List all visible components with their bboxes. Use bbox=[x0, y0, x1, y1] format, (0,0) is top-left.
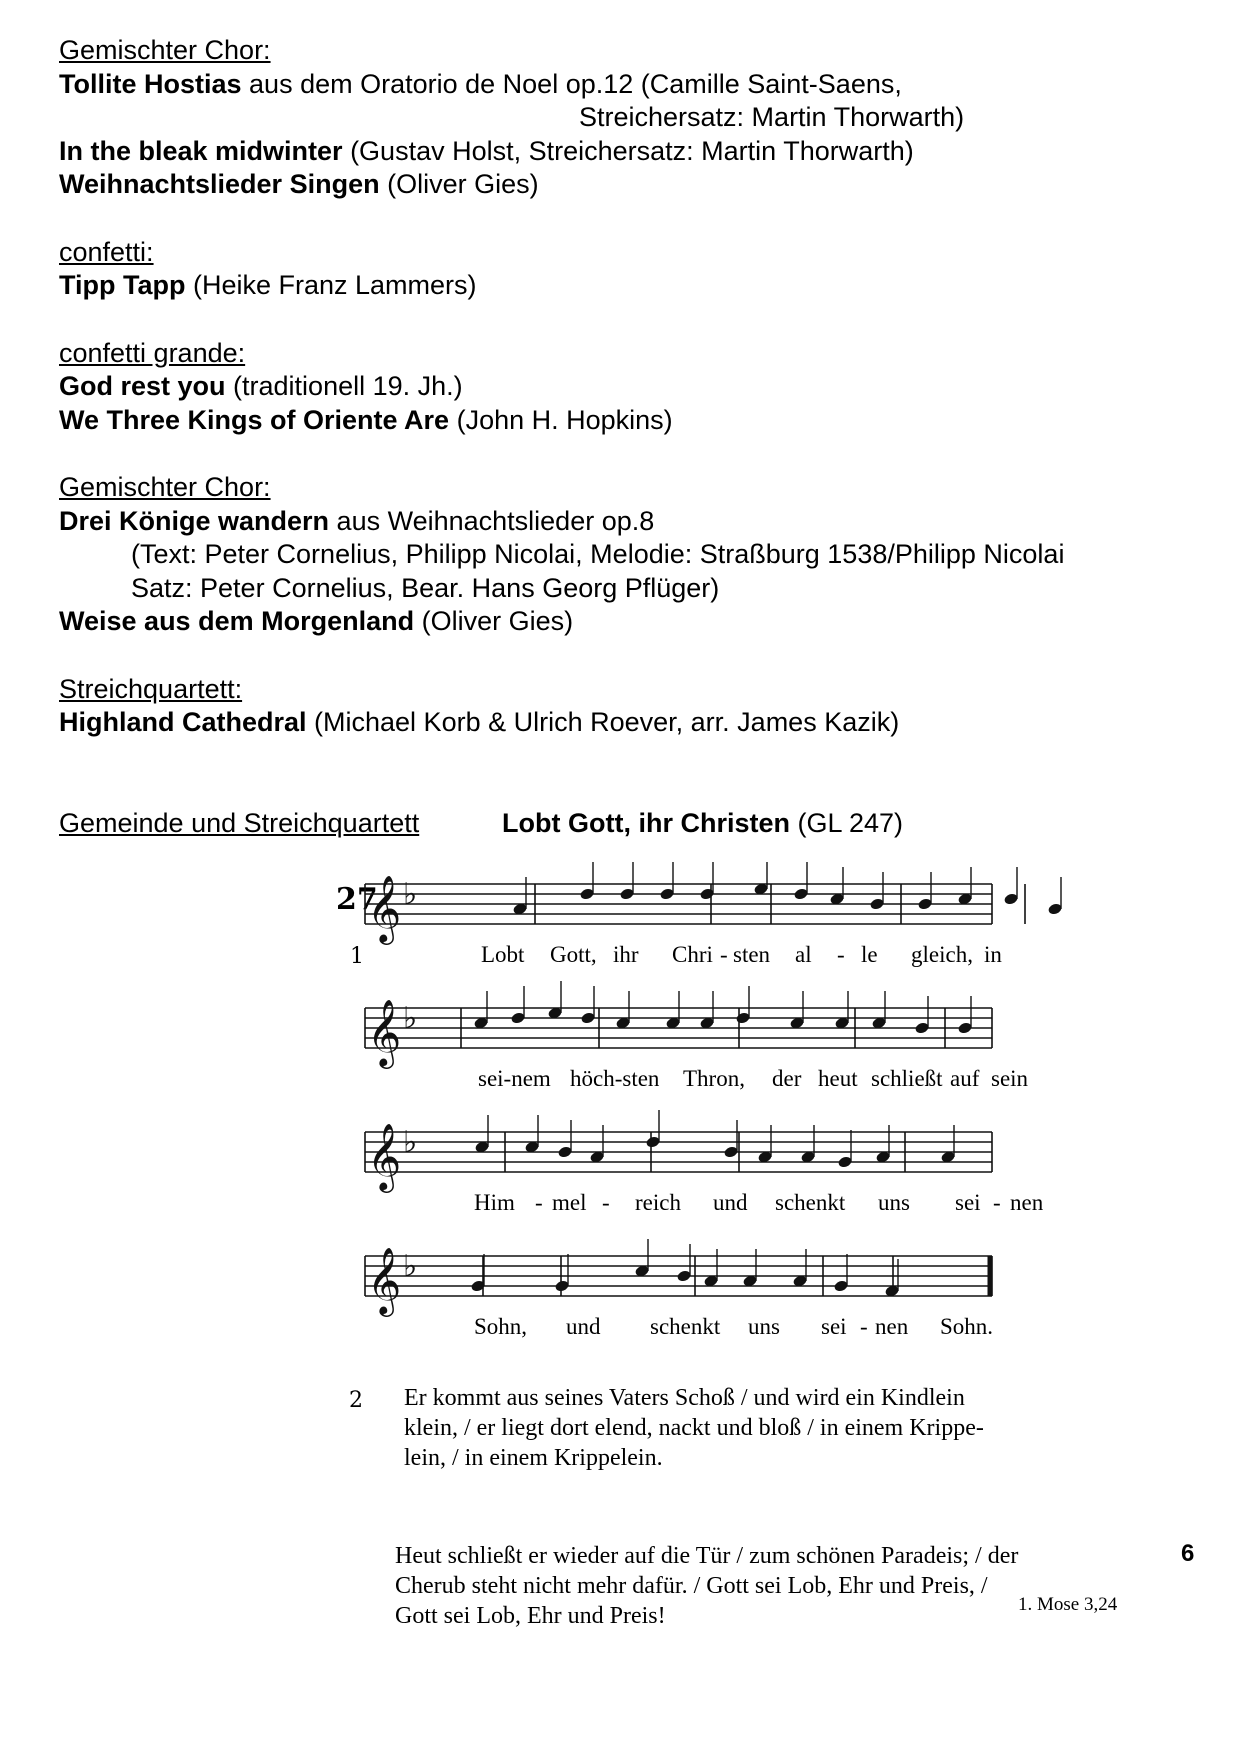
verse-line: Cherub steht nicht mehr dafür. / Gott sei Lob, Ehr und Preis, / bbox=[395, 1573, 988, 1599]
piece-title: Weihnachtslieder Singen bbox=[59, 169, 380, 199]
verse-number-side: 6 bbox=[1181, 1540, 1195, 1567]
lyric-syllable: sei-nem bbox=[478, 1066, 551, 1091]
piece-details-continued: (Text: Peter Cornelius, Philipp Nicolai, Melodie: Straßburg 1538/Philipp Nicolai bbox=[131, 539, 1065, 569]
lyric-syllable: Gott, bbox=[550, 942, 597, 967]
lyric-syllable: reich bbox=[635, 1190, 681, 1215]
lyric-syllable: der bbox=[772, 1066, 802, 1091]
lyric-syllable: mel bbox=[552, 1190, 587, 1215]
lyric-syllable: - bbox=[720, 942, 728, 967]
program-item bbox=[59, 68, 1189, 102]
lyrics-line bbox=[330, 1066, 1130, 1094]
piece-details: (Heike Franz Lammers) bbox=[185, 270, 477, 300]
lyric-syllable: uns bbox=[878, 1190, 910, 1215]
lyrics-line bbox=[330, 1314, 1130, 1342]
piece-details: aus Weihnachtslieder op.8 bbox=[329, 505, 655, 536]
verse-text bbox=[395, 1541, 1155, 1631]
flat-sign-icon: ♭ bbox=[403, 877, 418, 912]
hymn-number: 27 bbox=[336, 882, 378, 917]
lyric-syllable: sei bbox=[821, 1314, 847, 1339]
piece-title: Tollite Hostias bbox=[59, 68, 242, 99]
lyric-syllable: heut bbox=[818, 1066, 858, 1091]
program-item bbox=[59, 706, 1189, 740]
section-heading: Streichquartett: bbox=[59, 673, 243, 704]
piece-details: (Oliver Gies) bbox=[414, 606, 574, 636]
program-item bbox=[59, 505, 1189, 539]
lyric-syllable: ihr bbox=[613, 942, 639, 967]
piece-title: Drei Könige wandern bbox=[59, 505, 330, 536]
program-item bbox=[59, 269, 1189, 303]
lyric-syllable: uns bbox=[748, 1314, 780, 1339]
piece-details: (John H. Hopkins) bbox=[449, 404, 673, 435]
sheet-music bbox=[330, 862, 1130, 1382]
verse-number: 1 bbox=[350, 944, 364, 969]
lyric-syllable: Chri bbox=[672, 942, 713, 967]
lyric-syllable: und bbox=[566, 1314, 601, 1339]
lyric-syllable: - bbox=[535, 1190, 543, 1215]
piece-title: Highland Cathedral bbox=[59, 707, 307, 737]
lyric-syllable: schenkt bbox=[650, 1314, 721, 1339]
piece-title: Tipp Tapp bbox=[59, 270, 186, 300]
verse-line: Gott sei Lob, Ehr und Preis! bbox=[395, 1603, 666, 1629]
piece-title: In the bleak midwinter bbox=[59, 135, 343, 166]
piece-details: (traditionell 19. Jh.) bbox=[225, 371, 463, 401]
lyric-syllable: auf bbox=[950, 1066, 980, 1091]
lyric-syllable: sei bbox=[955, 1190, 981, 1215]
hymn-heading-line bbox=[59, 807, 904, 840]
lyric-syllable: le bbox=[861, 942, 878, 967]
lyric-syllable: - bbox=[602, 1190, 610, 1215]
piece-details-continued: Satz: Peter Cornelius, Bear. Hans Georg Pflüger) bbox=[131, 572, 720, 603]
lyric-syllable: Lobt bbox=[481, 942, 525, 967]
verse-line: klein, / er liegt dort elend, nackt und bloß / in einem Krippe- bbox=[404, 1415, 984, 1441]
treble-clef-icon: 𝄞 bbox=[367, 874, 402, 942]
piece-details-continued: Streichersatz: Martin Thorwarth) bbox=[579, 102, 965, 132]
piece-details: (Oliver Gies) bbox=[379, 169, 539, 199]
program-item bbox=[59, 135, 1189, 169]
lyric-syllable: Sohn. bbox=[940, 1314, 994, 1339]
verse-line: lein, / in einem Krippelein. bbox=[404, 1445, 663, 1471]
flat-sign-icon: ♭ bbox=[403, 1001, 418, 1036]
verse-number: 2 bbox=[349, 1388, 363, 1413]
lyric-syllable: Him bbox=[474, 1190, 515, 1215]
piece-details: (Michael Korb & Ulrich Roever, arr. James Kazik) bbox=[306, 707, 900, 737]
lyric-syllable: und bbox=[713, 1190, 748, 1215]
lyric-syllable: schließt bbox=[871, 1066, 943, 1091]
verse-text bbox=[404, 1383, 1134, 1473]
lyric-syllable: - bbox=[993, 1190, 1001, 1215]
piece-title: Weise aus dem Morgenland bbox=[59, 606, 415, 636]
treble-clef-icon: 𝄞 bbox=[367, 1246, 402, 1314]
verse-line: Heut schließt er wieder auf die Tür / zum schönen Paradeis; / der bbox=[395, 1543, 1019, 1569]
music-staves bbox=[330, 862, 1130, 1382]
lyric-syllable: in bbox=[984, 942, 1002, 967]
section-heading: Gemeinde und Streichquartett bbox=[59, 808, 420, 838]
program-item bbox=[59, 404, 1189, 438]
verse-line: Er kommt aus seines Vaters Schoß / und wird ein Kindlein bbox=[404, 1385, 965, 1411]
piece-title: God rest you bbox=[59, 371, 226, 401]
piece-title: We Three Kings of Oriente Are bbox=[59, 404, 450, 435]
piece-details: aus dem Oratorio de Noel op.12 (Camille Saint-Saens, bbox=[241, 68, 902, 99]
lyric-syllable: - bbox=[837, 942, 845, 967]
section-heading: Gemischter Chor: bbox=[59, 472, 271, 502]
lyric-syllable: schenkt bbox=[775, 1190, 846, 1215]
flat-sign-icon: ♭ bbox=[403, 1125, 418, 1160]
program-item bbox=[59, 605, 1189, 639]
lyrics-line bbox=[330, 942, 1130, 970]
hymn-title: Lobt Gott, ihr Christen (GL 247) bbox=[502, 808, 904, 838]
lyric-syllable: höch-sten bbox=[570, 1066, 660, 1091]
piece-details: (Gustav Holst, Streichersatz: Martin Thorwarth) bbox=[342, 135, 914, 166]
lyric-syllable: al bbox=[795, 942, 812, 967]
lyric-syllable: nen bbox=[875, 1314, 909, 1339]
bible-reference: 1. Mose 3,24 bbox=[1018, 1594, 1118, 1615]
section-heading: Gemischter Chor: bbox=[59, 35, 271, 65]
section-heading: confetti grande: bbox=[59, 337, 246, 368]
program-item bbox=[59, 370, 1189, 404]
lyric-syllable: Thron, bbox=[683, 1066, 745, 1091]
lyric-syllable: nen bbox=[1010, 1190, 1044, 1215]
concert-program bbox=[59, 34, 1189, 740]
treble-clef-icon: 𝄞 bbox=[367, 1122, 402, 1190]
lyric-syllable: sein bbox=[991, 1066, 1029, 1091]
lyrics-line bbox=[330, 1190, 1130, 1218]
lyric-syllable: sten bbox=[733, 942, 771, 967]
flat-sign-icon: ♭ bbox=[403, 1249, 418, 1284]
treble-clef-icon: 𝄞 bbox=[367, 998, 402, 1066]
lyric-syllable: - bbox=[860, 1314, 868, 1339]
lyric-syllable: gleich, bbox=[911, 942, 973, 967]
section-heading: confetti: bbox=[59, 236, 154, 267]
program-item bbox=[59, 168, 1189, 202]
lyric-syllable: Sohn, bbox=[474, 1314, 528, 1339]
